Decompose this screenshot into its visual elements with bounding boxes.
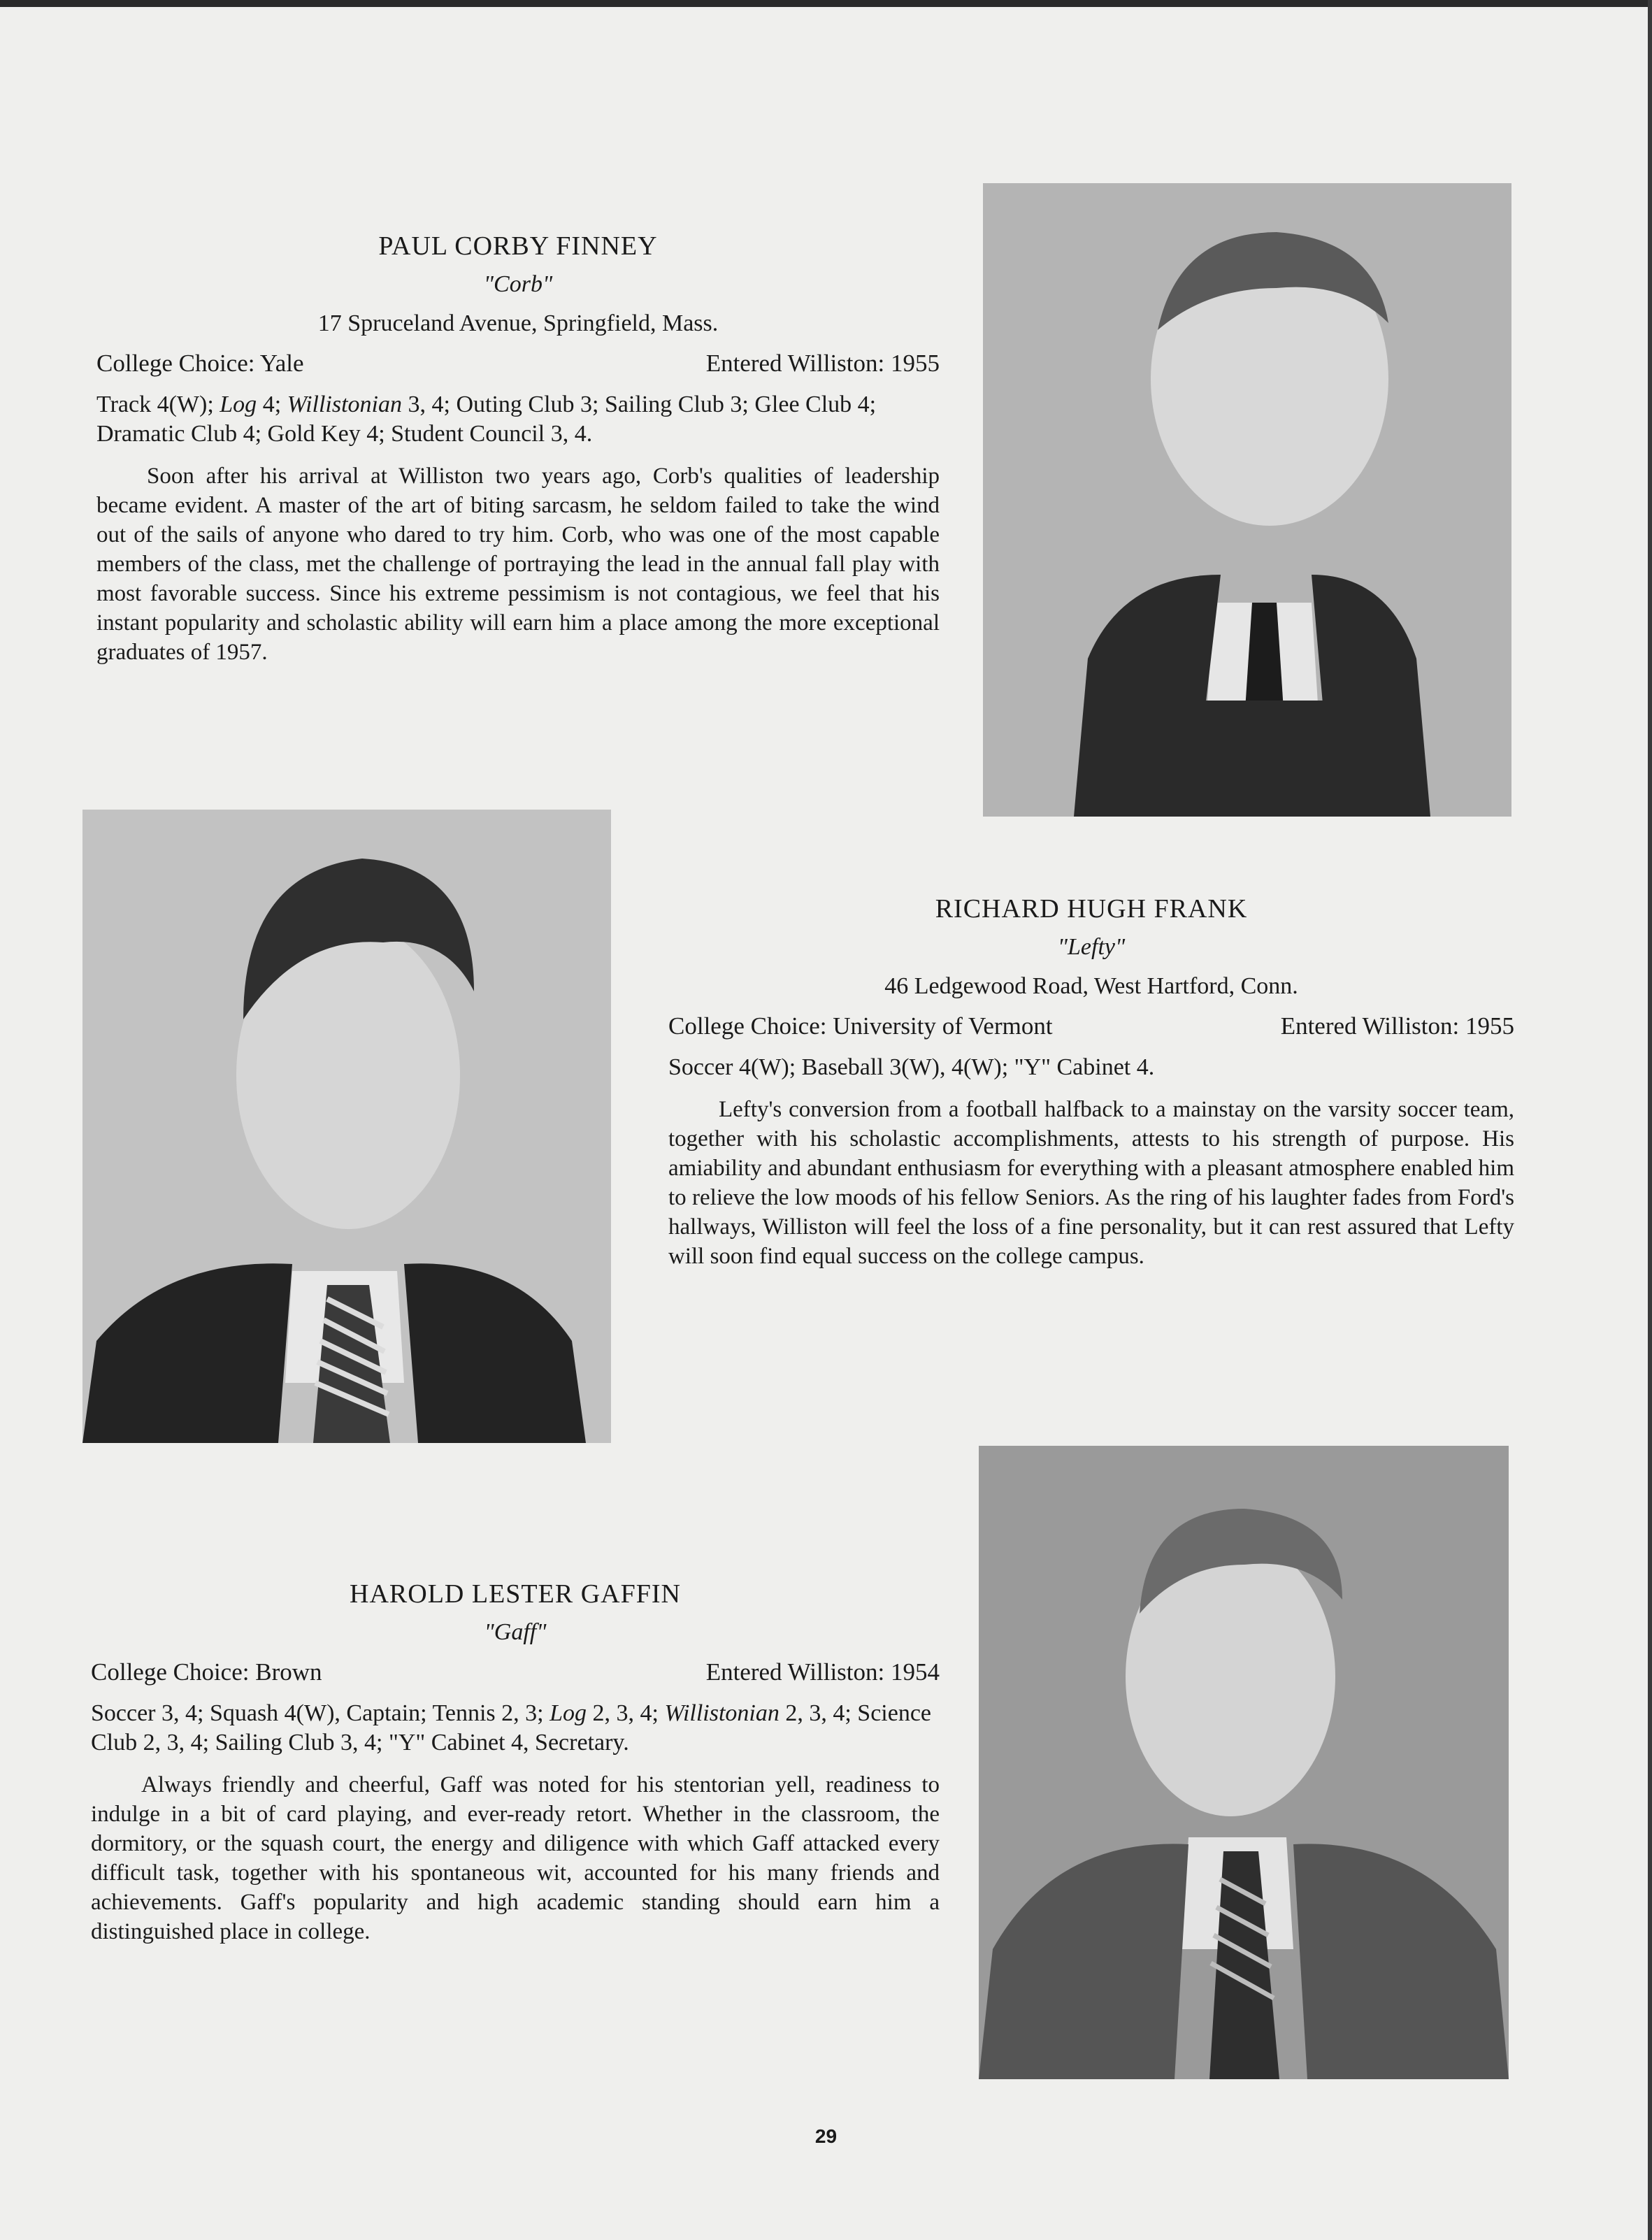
activity-text: Log bbox=[550, 1700, 587, 1726]
scan-edge-top bbox=[0, 0, 1652, 7]
student-activities bbox=[96, 390, 940, 449]
college-choice: College Choice: Yale bbox=[96, 350, 304, 377]
page-number: 29 bbox=[814, 2125, 838, 2147]
college-row bbox=[96, 350, 940, 378]
entry-finney bbox=[96, 231, 940, 667]
college-row bbox=[91, 1658, 940, 1686]
student-name: RICHARD HUGH FRANK bbox=[935, 894, 1248, 924]
entered-williston: Entered Williston: 1954 bbox=[705, 1658, 940, 1686]
activity-text: Log bbox=[220, 392, 257, 417]
college-row bbox=[668, 1012, 1514, 1040]
student-bio: Soon after his arrival at Williston two years ago, Corb's qualities of leadership became evident. A master of the art of biting sarcasm, he seldom failed to take the wind out of the sails of anyone who dared to try him. Corb, who was one of the most capable members of the class, met the challenge of portraying the lead in the annual fall play with most favorable success. Since his extreme pessimism is not contagious, we feel that his instant popularity and scholastic ability will earn him a place among the more exceptional graduates of 1957. bbox=[96, 464, 940, 665]
activity-text: Soccer 3, 4; Squash 4(W), Captain; Tennis 2, 3; bbox=[91, 1700, 550, 1726]
activity-text: 4; bbox=[257, 392, 287, 417]
activity-text: 2, 3, 4; bbox=[587, 1700, 665, 1726]
entered-williston: Entered Williston: 1955 bbox=[1280, 1012, 1514, 1040]
student-bio: Always friendly and cheerful, Gaff was noted for his stentorian yell, readiness to indulge in a bit of card playing, and ever-ready retort. Whether in the classroom, the dormitory, or the squash court, the energy and diligence with which Gaff attacked every difficult task, together with his spontaneous wit, accounted for his many friends and achievements. Gaff's popularity and high academic standing should earn him a distinguished place in college. bbox=[91, 1772, 940, 1944]
student-name: HAROLD LESTER GAFFIN bbox=[350, 1579, 681, 1609]
college-choice: College Choice: University of Vermont bbox=[668, 1012, 1053, 1040]
portrait-photo-finney bbox=[983, 183, 1511, 817]
student-nickname: "Gaff" bbox=[484, 1619, 547, 1645]
student-nickname: "Corb" bbox=[483, 271, 553, 297]
entered-williston: Entered Williston: 1955 bbox=[705, 350, 940, 377]
student-nickname: "Lefty" bbox=[1057, 934, 1126, 960]
student-bio: Lefty's conversion from a football halfback to a mainstay on the varsity soccer team, together with his scholastic accomplishments, attests to his strength of purpose. His amiability and abundant enthusiasm for everything with a pleasant atmosphere enabled him to relieve the low moods of his fellow Seniors. As the ring of his laughter fades from Ford's hallways, Williston will feel the loss of a fine personality, but it can rest assured that Lefty will soon find equal success on the college campus. bbox=[668, 1097, 1514, 1269]
college-choice: College Choice: Brown bbox=[91, 1658, 322, 1686]
student-address: 17 Spruceland Avenue, Springfield, Mass. bbox=[317, 310, 719, 336]
portrait-photo-frank bbox=[82, 810, 611, 1443]
activity-text: Soccer 4(W); Baseball 3(W), 4(W); "Y" Cabinet 4. bbox=[668, 1054, 1155, 1080]
activity-text: Track 4(W); bbox=[96, 392, 220, 417]
activity-text: 3, 4; Outing Club 3; Sailing Club 3; Glee Club 4; Dramatic Club 4; Gold Key 4; Student Council 3, 4. bbox=[96, 392, 877, 447]
entry-gaffin bbox=[91, 1579, 940, 1946]
scan-edge-right bbox=[1648, 0, 1652, 2240]
student-address: 46 Ledgewood Road, West Hartford, Conn. bbox=[884, 973, 1298, 999]
student-name: PAUL CORBY FINNEY bbox=[378, 231, 658, 261]
activity-text: 2, 3, 4; Science Club 2, 3, 4; Sailing Club 3, 4; "Y" Cabinet 4, Secretary. bbox=[91, 1700, 932, 1756]
activity-text: Willistonian bbox=[664, 1700, 780, 1726]
portrait-photo-gaffin bbox=[979, 1446, 1509, 2079]
student-activities bbox=[668, 1053, 1514, 1082]
activity-text: Willistonian bbox=[287, 392, 402, 417]
entry-frank bbox=[668, 893, 1514, 1271]
student-activities bbox=[91, 1699, 940, 1758]
